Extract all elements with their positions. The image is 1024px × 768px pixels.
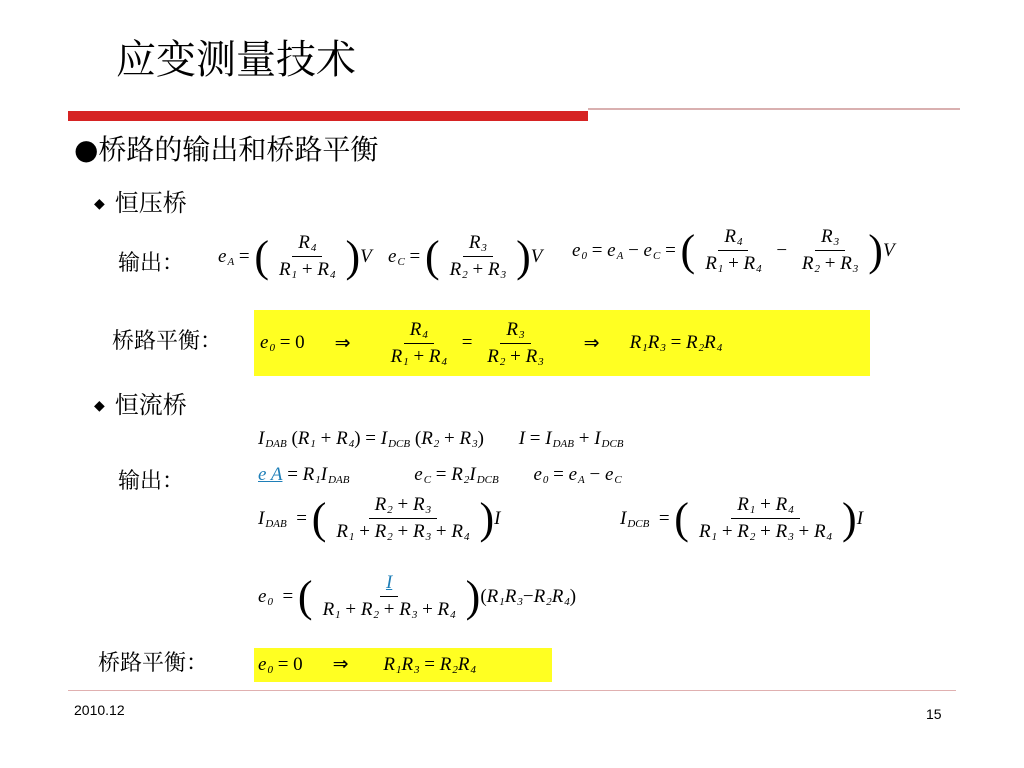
balance-voltage-highlight: $e_0$ = 0 ⇒ $\frac{R_4}{R_1 + R_4}$ = $\frac{R_3}{R_2 + R_3}$ ⇒ $R_1R_3$ = $R_2R_4$ (254, 310, 870, 376)
balance-label-current: 桥路平衡： (98, 651, 209, 676)
footer-divider (68, 690, 956, 691)
formula-e0-voltage: $e_0$ = $e_A$ − $e_C$ = ( $\frac{R_4}{R_1 + R_4}$ − $\frac{R_3}{R_2 + R_3}$ ) V (572, 225, 895, 275)
formula-IDCB: $I_{DCB}$ = ( $\frac{R_1 + R_4}{R_1 + R_2 + R_3 + R_4}$ ) I (620, 493, 864, 543)
formula-current-split: $I_{DAB}$ $(R_1 + R_4) = I_{DCB}$ $(R_2 + R_3) I = I_{DAB} + I_{DCB}$ (258, 428, 624, 450)
diamond-bullet-icon: ◆ (94, 196, 105, 212)
formula-e0-current: $e_0$ = ( $\frac{I}{R_1 + R_2 + R_3 + R_4}$ ) ( $R_1R_3$ − $R_2R_4$ ) (258, 571, 577, 621)
formula-IDAB: $I_{DAB}$ = ( $\frac{R_2 + R_3}{R_1 + R_2 + R_3 + R_4}$ ) I (258, 493, 501, 543)
main-bullet: ●桥路的输出和桥路平衡 (74, 133, 379, 166)
section-constant-current-label: 恒流桥 (114, 391, 187, 419)
output-label-current: 输出： (118, 469, 185, 494)
slide-title: 应变测量技术 (116, 37, 356, 83)
section-constant-voltage-label: 恒压桥 (114, 189, 187, 217)
balance-label-voltage: 桥路平衡： (112, 329, 223, 354)
eA-link[interactable]: e A (258, 464, 283, 485)
section-constant-current (94, 390, 187, 421)
title-underline-red (68, 111, 588, 121)
output-label-voltage: 输出： (118, 251, 185, 276)
title-underline-thin (588, 108, 960, 110)
formula-current-outputs: e $A = R_1I_{DAB}$ $e_C = R_2I_{DCB}$ $e_0 = e_A - e_C$ (258, 464, 622, 486)
formula-eA: $e_A$ = ( $\frac{R_4}{R_1 + R_4}$ ) V (218, 231, 372, 281)
balance-current-highlight: $e_0 = 0$ ⇒ $R_1R_3 = R_2R_4$ (254, 648, 552, 682)
diamond-bullet-icon: ◆ (94, 398, 105, 414)
section-constant-voltage (94, 188, 187, 219)
formula-eC: $e_C$ = ( $\frac{R_3}{R_2 + R_3}$ ) V (388, 231, 543, 281)
current-I-link[interactable]: I (385, 572, 393, 593)
footer-date: 2010.12 (74, 702, 125, 718)
page-number: 15 (926, 706, 942, 722)
